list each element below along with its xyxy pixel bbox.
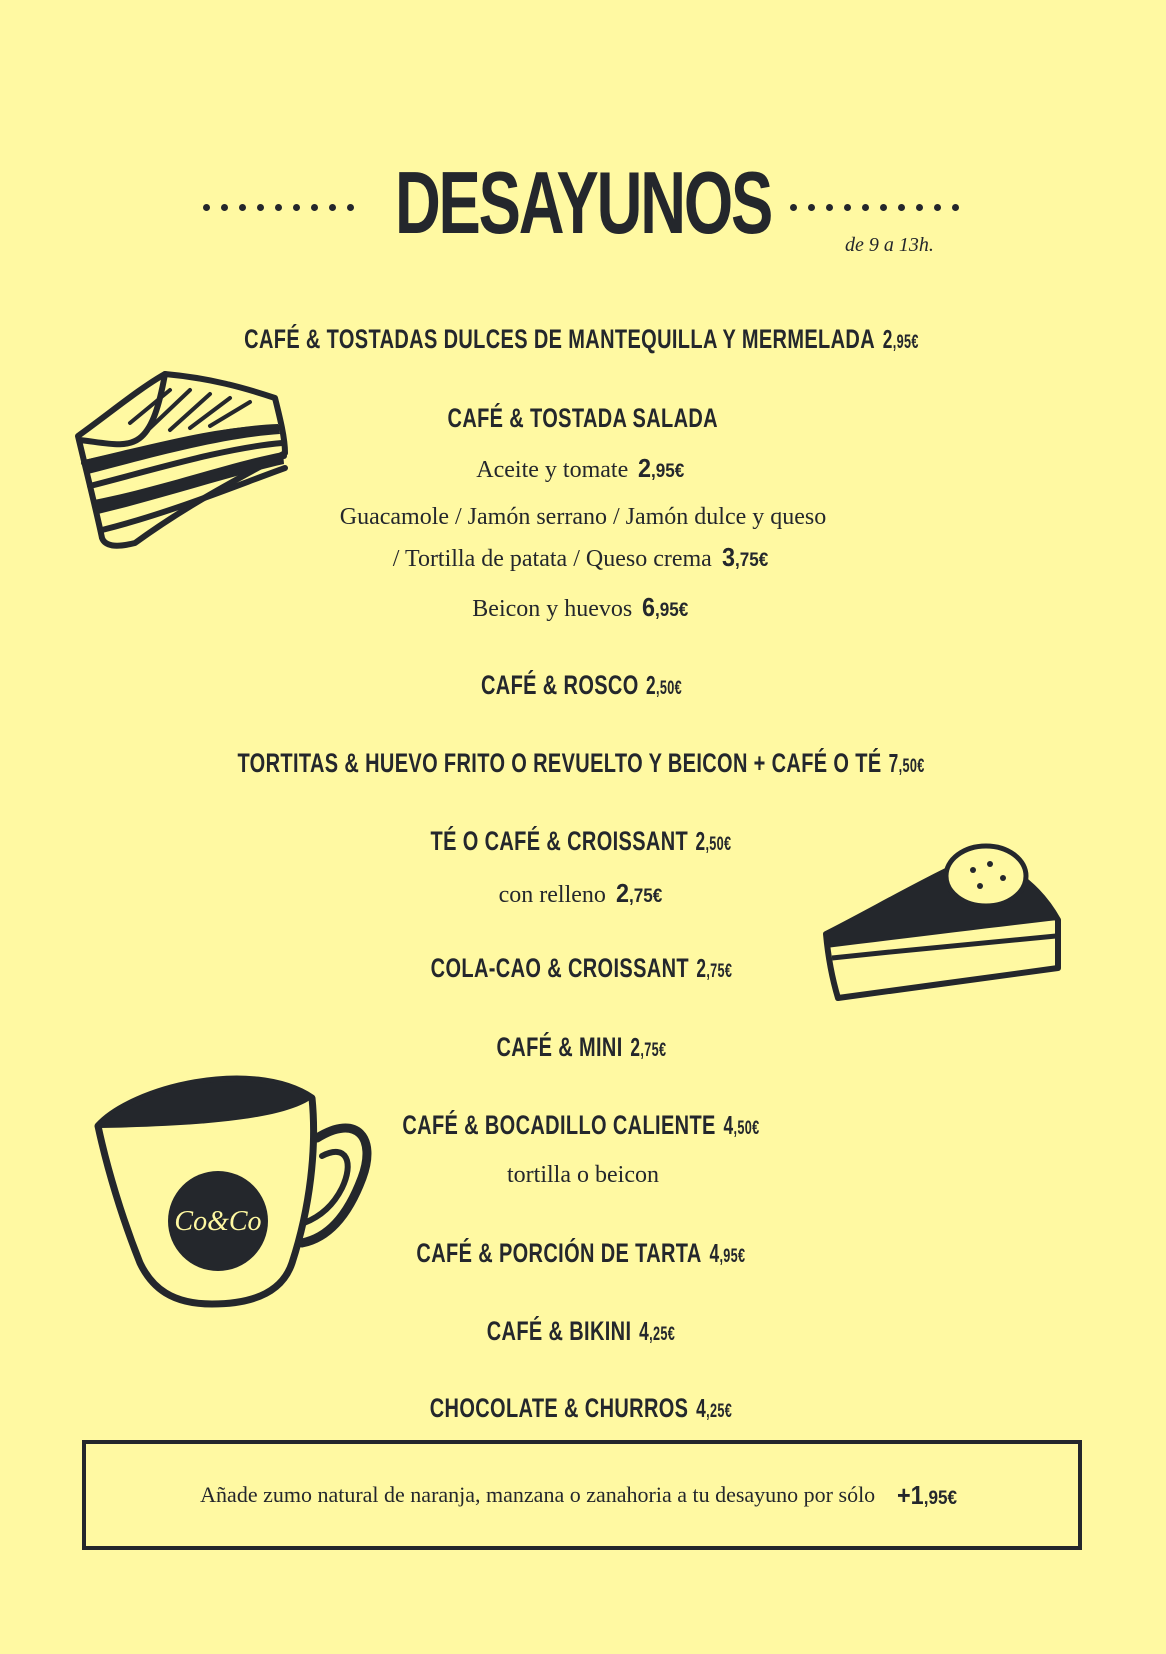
header [0, 150, 1166, 260]
subitem-name: Aceite y tomate [476, 457, 629, 483]
menu-item [0, 1238, 1166, 1269]
subitem-name: Beicon y huevos [472, 596, 633, 622]
menu-item [0, 953, 1166, 984]
subitem-name: con relleno [498, 882, 606, 908]
item-price: 4,25€ [696, 1393, 732, 1423]
menu-subitem-line1: Guacamole / Jamón serrano / Jamón dulce y queso [339, 504, 827, 530]
menu-subitem [0, 453, 1166, 484]
menu-item [0, 1032, 1166, 1063]
dotted-divider-right [790, 204, 959, 214]
menu-item [0, 670, 1166, 701]
cup-logo: Co&Co [174, 1206, 262, 1237]
page-title: DESAYUNOS [394, 153, 772, 252]
opening-hours: de 9 a 13h. [845, 234, 934, 256]
menu-subitem: tortilla o beicon [507, 1162, 659, 1188]
menu-item [0, 826, 1166, 857]
item-price: 2,75€ [695, 953, 732, 983]
item-price: 7,50€ [888, 748, 925, 778]
item-name: CAFÉ & TOSTADA SALADA [447, 403, 719, 433]
juice-addon-box [82, 1440, 1082, 1550]
item-name: CAFÉ & MINI [496, 1032, 623, 1062]
addon-text: Añade zumo natural de naranja, manzana o zanahoria a tu desayuno por sólo [200, 1482, 876, 1507]
menu-subitem [0, 542, 1166, 573]
menu-item [0, 1393, 1166, 1424]
item-price: 2,50€ [695, 826, 732, 856]
item-price: 2,75€ [615, 878, 663, 908]
item-name: CAFÉ & BIKINI [486, 1316, 632, 1346]
item-price: 2,75€ [629, 1032, 666, 1062]
item-name: COLA-CAO & CROISSANT [430, 953, 689, 983]
item-name: CAFÉ & ROSCO [480, 670, 639, 700]
menu-subitem [0, 592, 1166, 623]
item-price: 6,95€ [642, 592, 689, 622]
item-price: 2,50€ [645, 670, 682, 700]
item-name: CAFÉ & PORCIÓN DE TARTA [416, 1238, 702, 1268]
item-price: 3,75€ [721, 542, 769, 572]
item-name: CAFÉ & TOSTADAS DULCES DE MANTEQUILLA Y MERMELADA [243, 324, 875, 354]
menu-item [0, 748, 1166, 779]
item-name: CHOCOLATE & CHURROS [430, 1393, 689, 1423]
item-price: 2,95€ [882, 324, 919, 354]
menu-subitem [0, 878, 1166, 909]
item-name: CAFÉ & BOCADILLO CALIENTE [402, 1110, 717, 1140]
item-price: 2,95€ [638, 453, 685, 483]
item-name: TÉ O CAFÉ & CROISSANT [430, 826, 689, 856]
menu-item [0, 403, 1166, 434]
subitem-name: / Tortilla de patata / Queso crema [392, 546, 712, 572]
item-name: TORTITAS & HUEVO FRITO O REVUELTO Y BEICON + CAFÉ O TÉ [237, 748, 882, 778]
item-price: 4,50€ [723, 1110, 760, 1140]
item-price: 4,25€ [639, 1316, 675, 1346]
item-price: 4,95€ [709, 1238, 746, 1268]
menu-item [0, 324, 1166, 364]
addon-price: +1,95€ [897, 1479, 958, 1510]
menu-item [0, 1110, 1166, 1141]
menu-item [0, 1316, 1166, 1347]
